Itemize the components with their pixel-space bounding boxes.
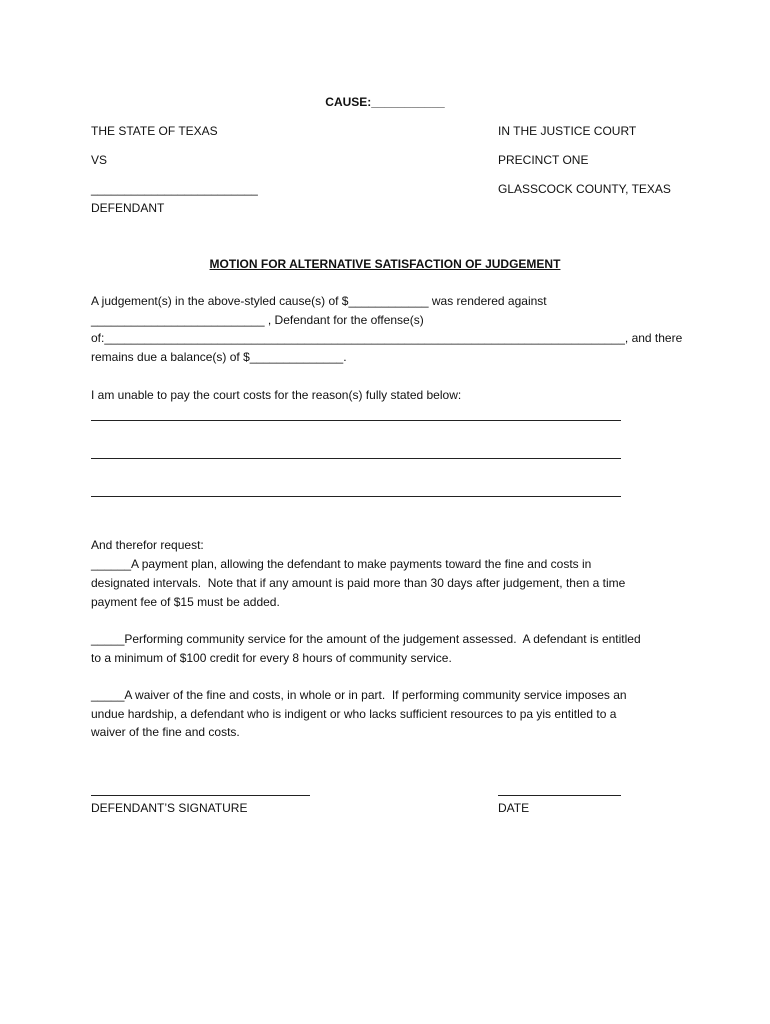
reason-blank-line[interactable] [91,496,621,497]
date-line[interactable] [498,795,621,796]
reasons-label: I am unable to pay the court costs for the reason(s) fully stated below: [91,388,462,402]
request-intro: And therefor request: [91,538,204,552]
payment-plan-option-line-2: designated intervals. Note that if any amount is paid more than 30 days after judgement, then a time [91,576,626,590]
defendant-signature-label: DEFENDANT’S SIGNATURE [91,801,248,815]
document-title: MOTION FOR ALTERNATIVE SATISFACTION OF JUDGEMENT [209,257,561,271]
waiver-option-line-2: undue hardship, a defendant who is indigent or who lacks sufficient resources to pa yis entitled to a [91,707,617,721]
court-name: IN THE JUSTICE COURT [498,124,637,138]
community-service-option-line-1[interactable]: _____Performing community service for the amount of the judgement assessed. A defendant is entitled [91,632,641,646]
judgement-line-3: of:______________________________________________________________________________, and there [91,331,683,345]
community-service-option-line-2: to a minimum of $100 credit for every 8 hours of community service. [91,651,452,665]
cause-number: CAUSE:___________ [325,95,445,109]
defendant-label: DEFENDANT [91,201,165,215]
waiver-option-line-1[interactable]: _____A waiver of the fine and costs, in whole or in part. If performing community service imposes an [91,688,627,702]
precinct-name: PRECINCT ONE [498,153,589,167]
defendant-signature-line[interactable] [91,795,310,796]
judgement-line-1: A judgement(s) in the above-styled cause(s) of $____________ was rendered against [91,294,547,308]
payment-plan-option-line-1[interactable]: ______A payment plan, allowing the defendant to make payments toward the fine and costs in [91,557,592,571]
judgement-line-2: __________________________ , Defendant for the offense(s) [91,313,424,327]
county-name: GLASSCOCK COUNTY, TEXAS [498,182,671,196]
judgement-line-4: remains due a balance(s) of $______________. [91,350,347,364]
state-party: THE STATE OF TEXAS [91,124,218,138]
waiver-option-line-3: waiver of the fine and costs. [91,725,240,739]
versus-label: VS [91,153,108,167]
payment-plan-option-line-3: payment fee of $15 must be added. [91,595,280,609]
reason-blank-line[interactable] [91,458,621,459]
reason-blank-line[interactable] [91,420,621,421]
defendant-name-blank[interactable]: _________________________ [91,182,258,196]
date-label: DATE [498,801,530,815]
